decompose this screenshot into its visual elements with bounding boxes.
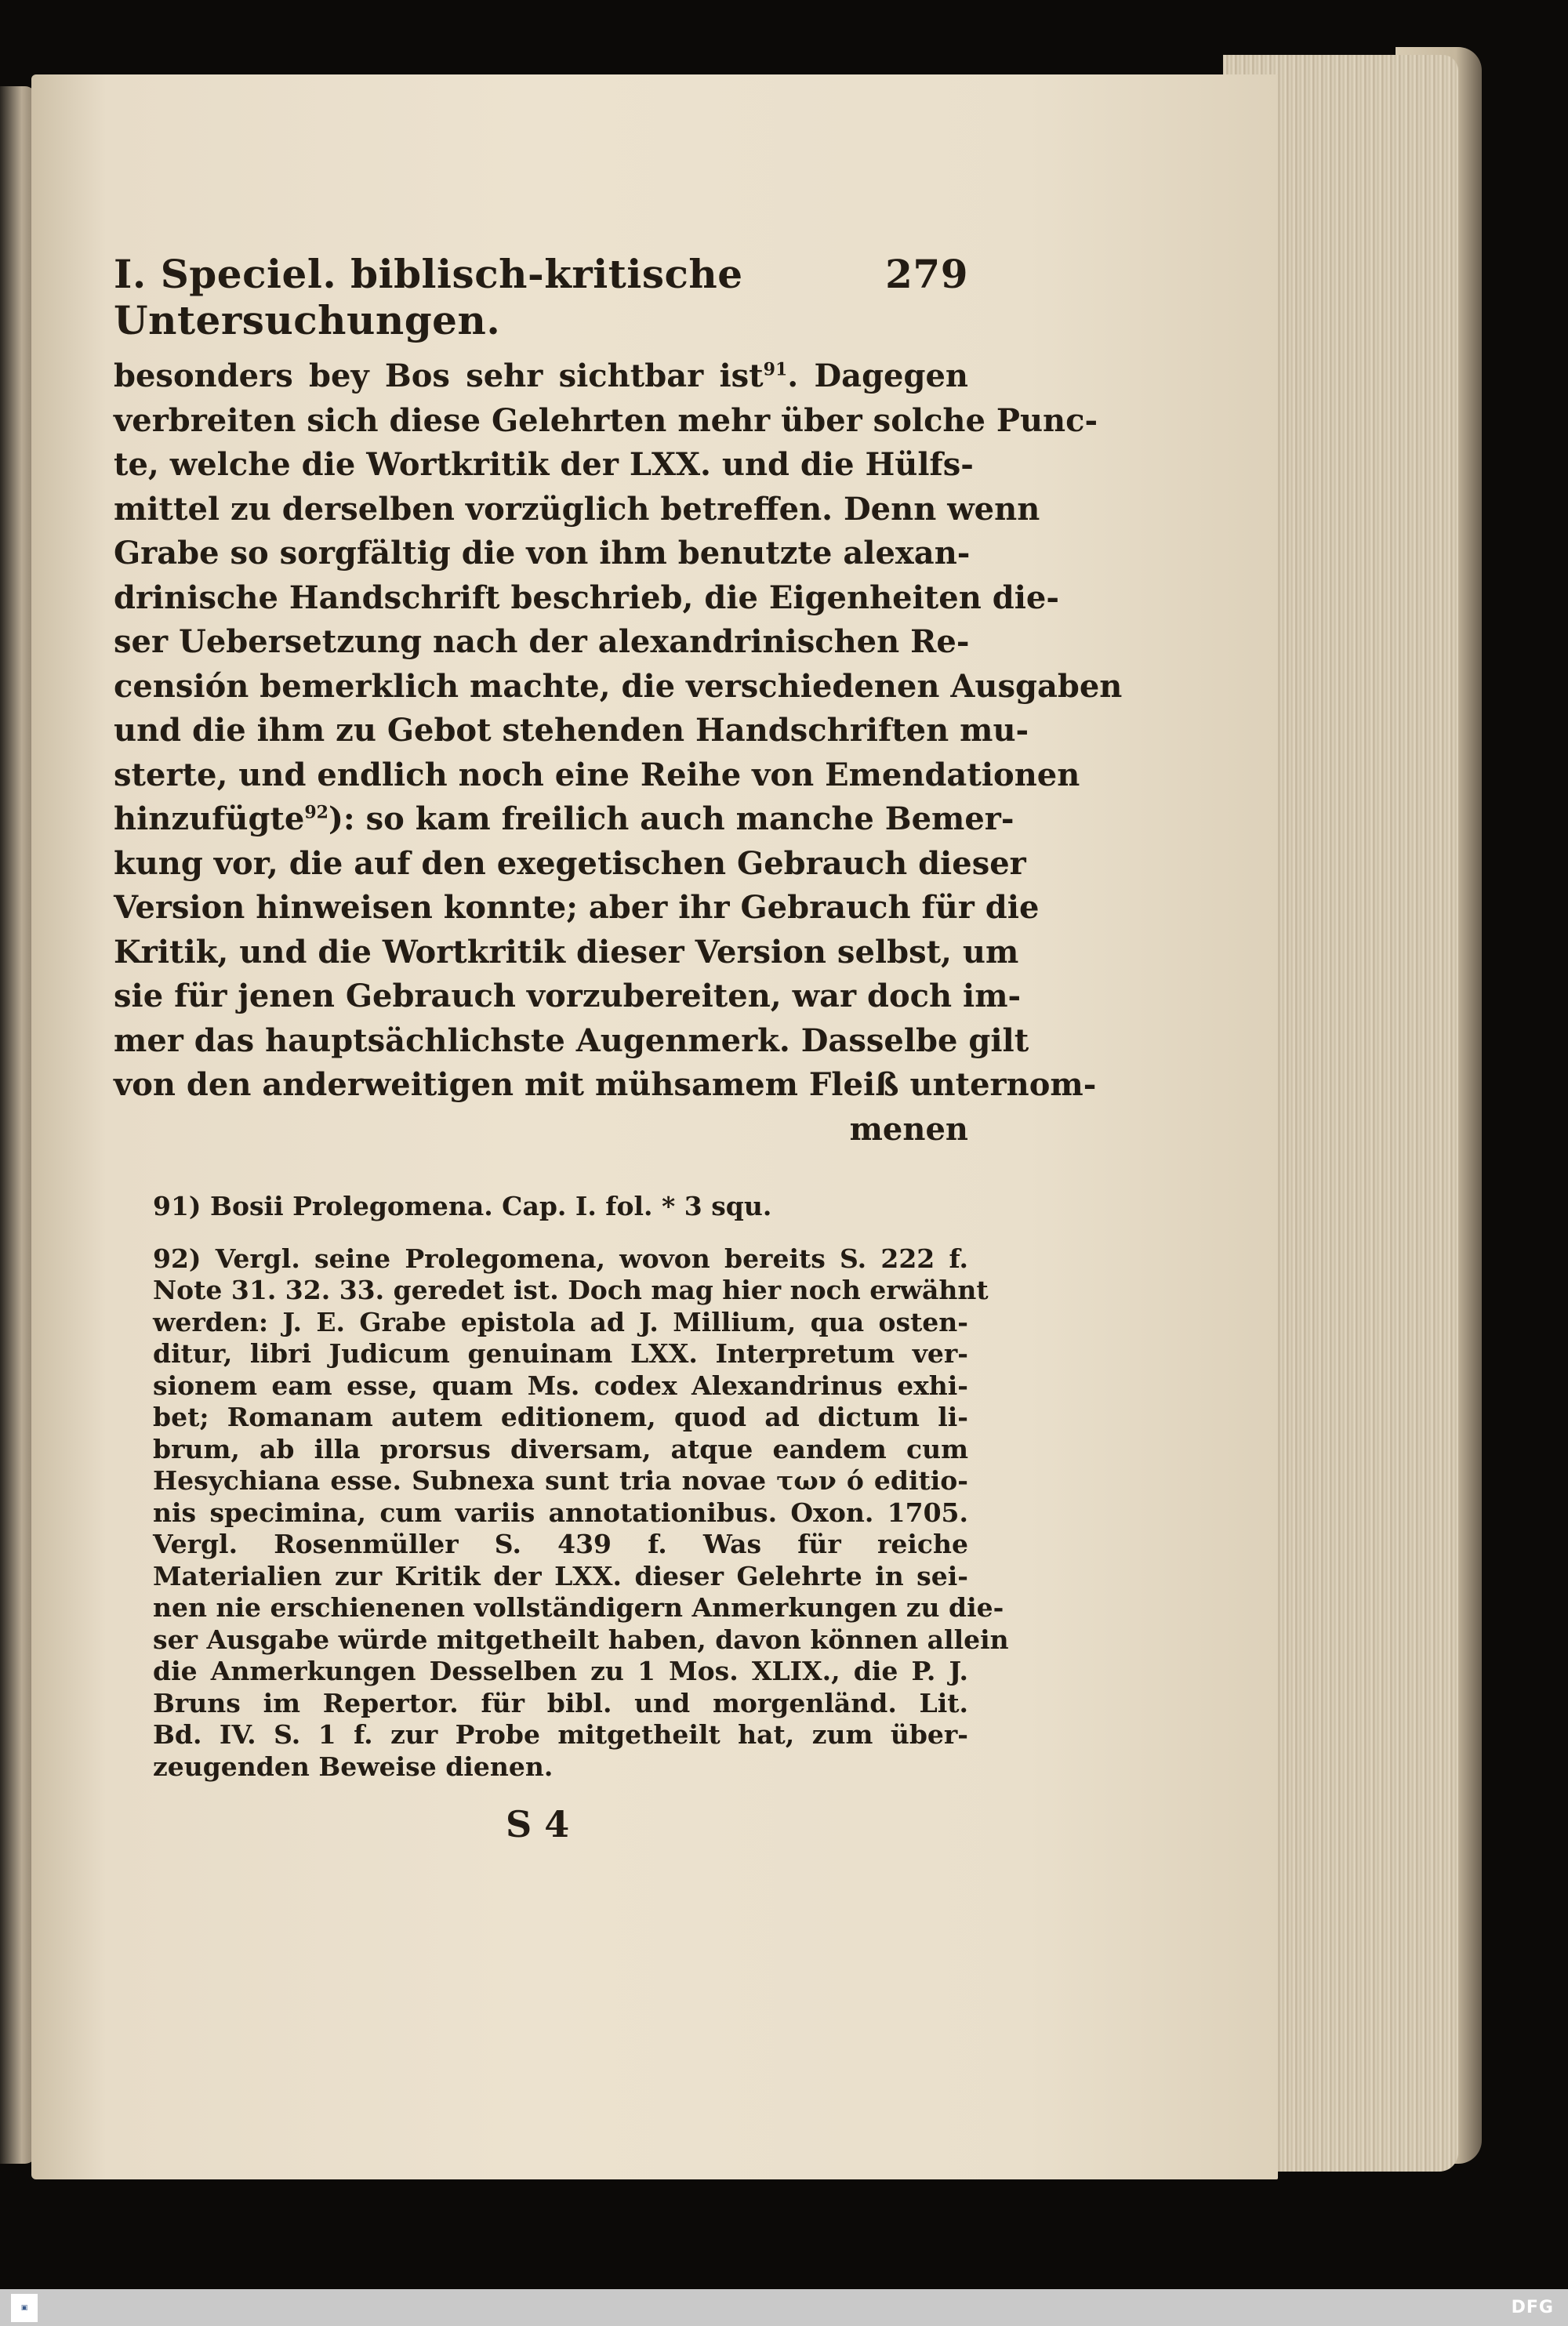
body-line: und die ihm zu Gebot stehenden Handschriften mu- [114,712,1029,749]
footnote-marker: 91) [153,1191,201,1221]
footnote-92 [114,1243,1009,1784]
footnote-ref: 91 [763,359,788,380]
library-logo-icon: ▣ [11,2294,38,2322]
footnote-line: Note 31. 32. 33. geredet ist. Doch mag hier noch erwähnt [153,1275,989,1305]
footnote-line: Bruns im Repertor. für bibl. und morgenländ. Lit. [153,1687,968,1718]
body-line: verbreiten sich diese Gelehrten mehr über solche Punc- [114,401,1098,439]
footnote-line: sionem eam esse, quam Ms. codex Alexandrinus exhi- [153,1370,968,1401]
footnote-marker: 92) [153,1243,201,1274]
body-line: te, welche die Wortkritik der LXX. und die Hülfs- [114,446,974,483]
body-line: drinische Handschrift beschrieb, die Eigenheiten die- [114,579,1059,616]
viewer-footer-bar [0,2289,1568,2326]
body-line: menen [849,1110,968,1148]
body-line: von den anderweitigen mit mühsamem Fleiß unternom- [114,1066,1097,1103]
footnote-line: Bd. IV. S. 1 f. zur Probe mitgetheilt hat, zum über- [153,1719,968,1750]
footnote-line: ditur, libri Judicum genuinam LXX. Interpretum ver- [153,1338,968,1369]
body-line: Kritik, und die Wortkritik dieser Version selbst, um [114,933,1019,971]
body-line: mer das hauptsächlichste Augenmerk. Dasselbe gilt [114,1021,1029,1059]
running-head-title: I. Speciel. biblisch-kritische Untersuchungen. [114,251,743,343]
footnote-line: Vergl. Rosenmüller S. 439 f. Was für reiche [153,1529,968,1559]
body-line: besonders bey Bos sehr sichtbar ist$^{91}$. Dagegen [114,357,969,394]
footnote-line: Materialien zur Kritik der LXX. dieser Gelehrte in sei- [153,1560,968,1591]
footnote-ref: 92 [304,802,328,823]
body-line: sterte, und endlich noch eine Reihe von Emendationen [114,756,1080,793]
footnote-line: Hesychiana esse. Subnexa sunt tria novae των ό editio- [153,1465,968,1496]
footnote-line: zeugenden Beweise dienen. [153,1751,554,1782]
body-line: Version hinweisen konnte; aber ihr Gebrauch für die [114,889,1040,926]
footnote-line: bet; Romanam autem editionem, quod ad dictum li- [153,1402,968,1432]
footnote-line: 91) Bosii Prolegomena. Cap. I. fol. * 3 squ. [153,1191,772,1221]
body-line: hinzufügte$^{92}$): so kam freilich auch manche Bemer- [114,800,1014,837]
body-line: mittel zu derselben vorzüglich betreffen. Denn wenn [114,490,1040,528]
footnote-line: die Anmerkungen Desselben zu 1 Mos. XLIX., die P. J. [153,1656,968,1686]
dfg-logo: DFG [1511,2298,1554,2317]
footnote-line: brum, ab illa prorsus diversam, atque eandem cum [153,1433,968,1464]
page-number: 279 [885,251,968,297]
body-line: censión bemerklich machte, die verschiedenen Ausgaben [114,667,1123,705]
body-line: sie für jenen Gebrauch vorzubereiten, war doch im- [114,978,1022,1014]
footnote-line: werden: J. E. Grabe epistola ad J. Millium, qua osten- [153,1306,968,1337]
running-head [114,251,968,354]
body-text [114,354,1123,1152]
footnote-line: nis specimina, cum variis annotationibus. Oxon. 1705. [153,1497,968,1528]
body-line: Grabe so sorgfältig die von ihm benutzte alexan- [114,535,971,572]
page-text-block [114,251,1123,1783]
footnote-line: 92) Vergl. seine Prolegomena, wovon bereits S. 222 f. [153,1243,968,1274]
body-line: kung vor, die auf den exegetischen Gebrauch dieser [114,844,1026,882]
footnote-line: nen nie erschienenen vollständigern Anmerkungen zu die- [153,1592,1004,1623]
signature-mark: S 4 [506,1803,570,1845]
footnote-91 [114,1191,968,1223]
footnote-line: ser Ausgabe würde mitgetheilt haben, davon können allein [153,1624,1009,1655]
body-line: ser Uebersetzung nach der alexandrinischen Re- [114,623,970,660]
